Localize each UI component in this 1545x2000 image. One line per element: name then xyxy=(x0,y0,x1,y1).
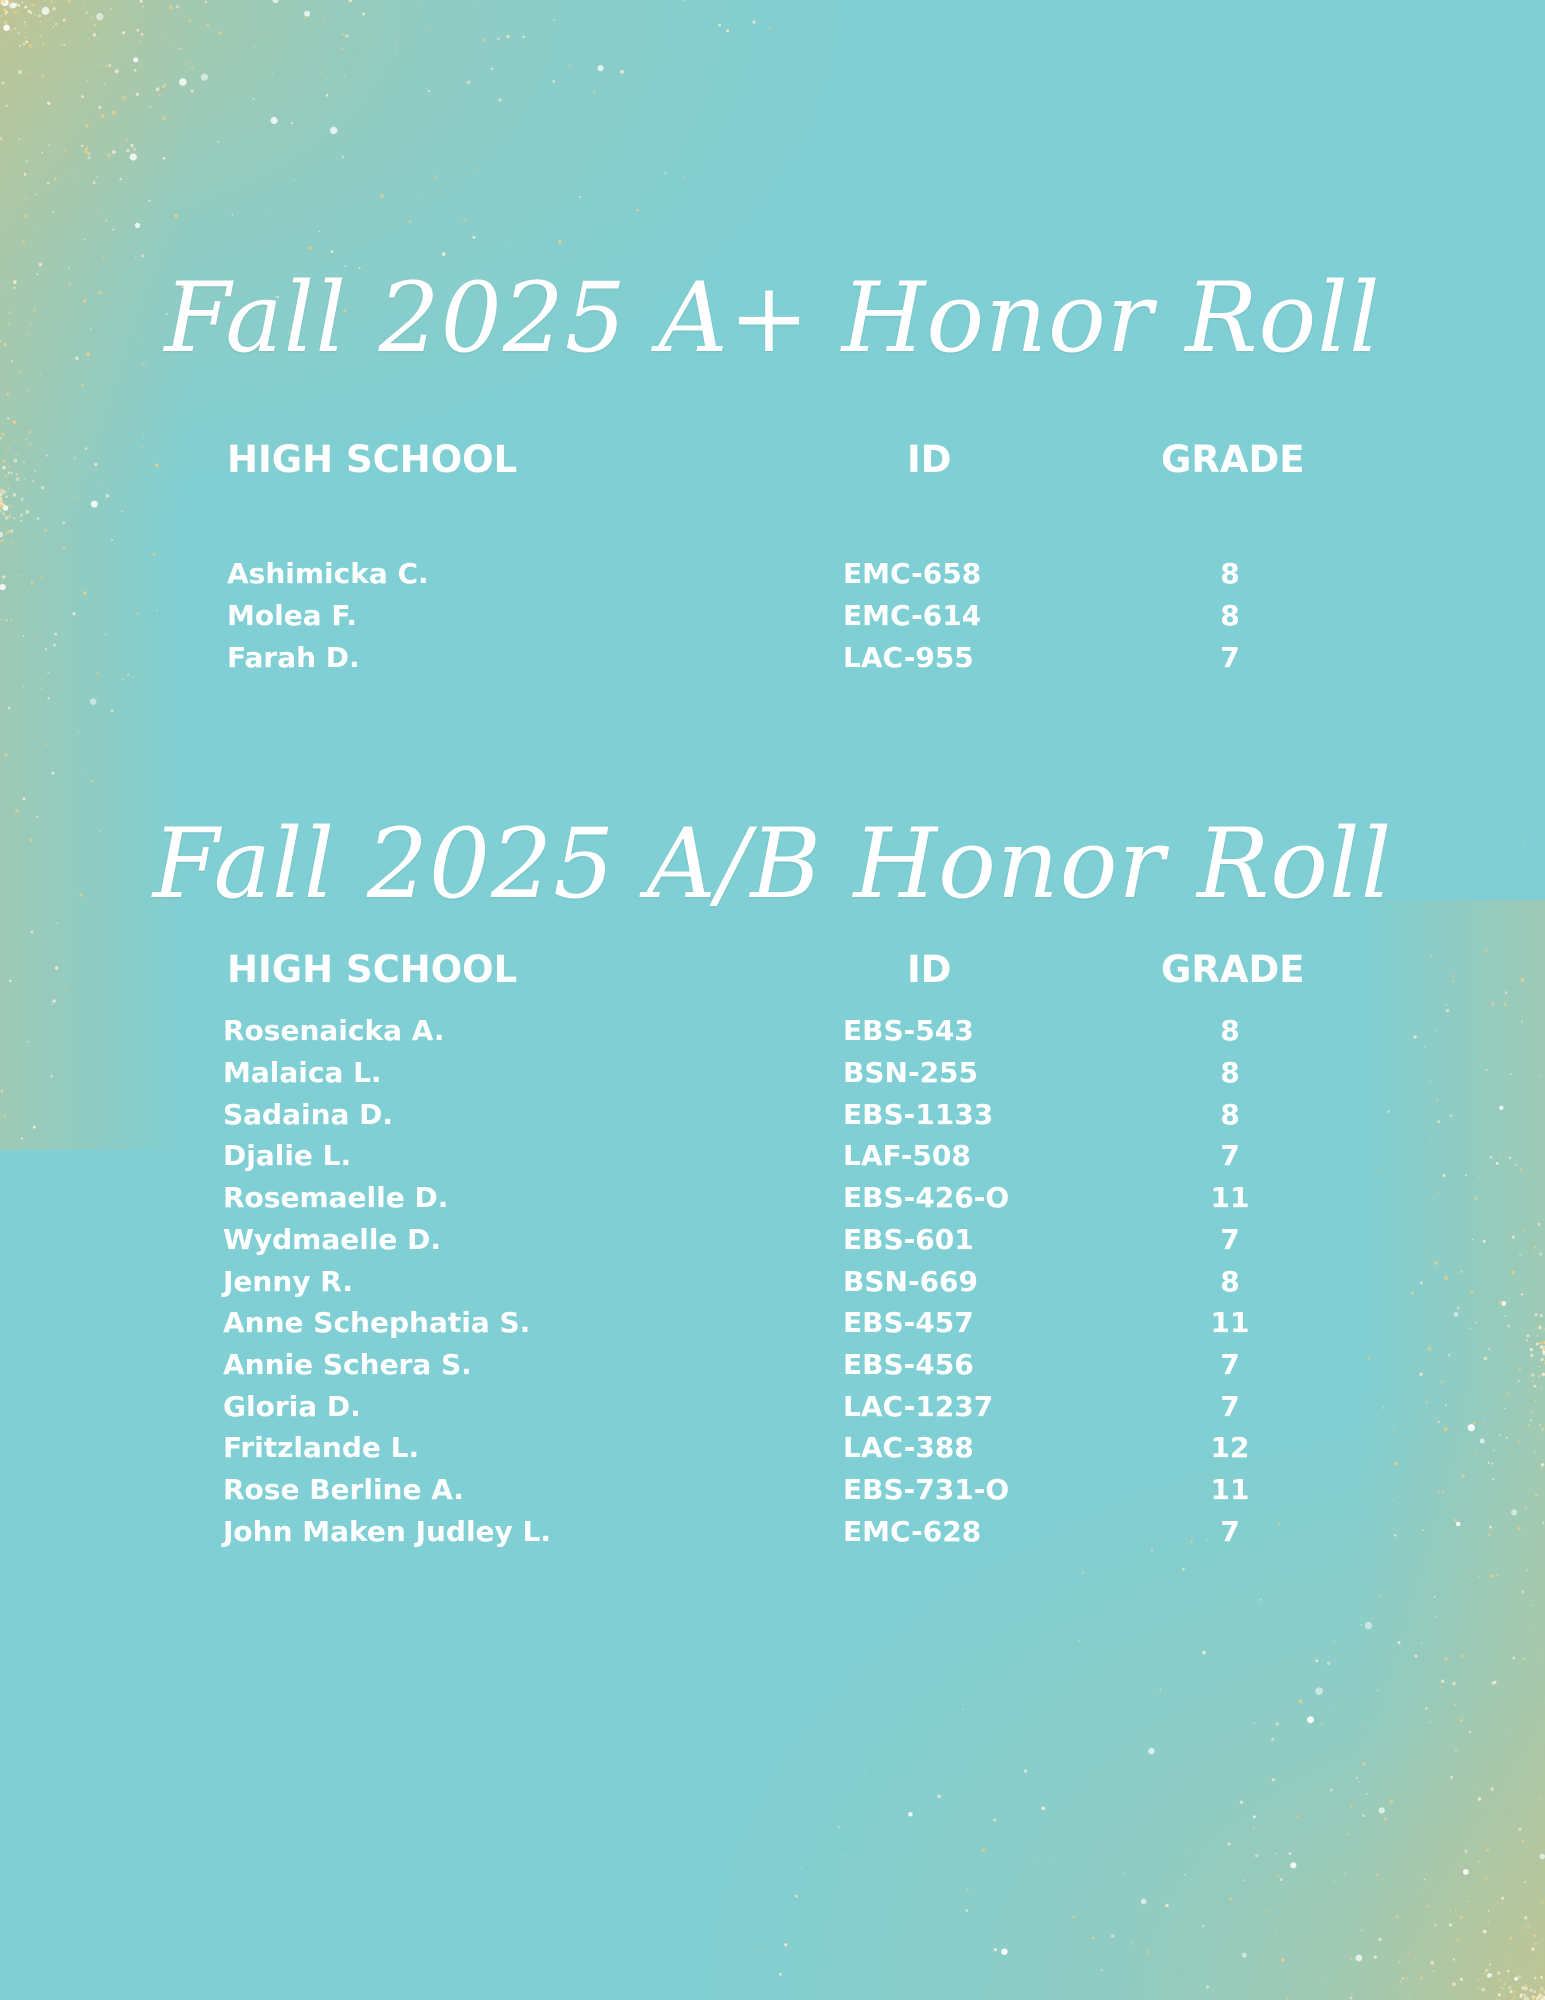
student-name: Anne Schephatia S. xyxy=(223,1306,531,1339)
student-name: Rose Berline A. xyxy=(223,1473,465,1506)
a-b-header-school: HIGH SCHOOL xyxy=(227,948,518,991)
table-row xyxy=(0,1094,1545,1136)
student-name: Fritzlande L. xyxy=(223,1431,420,1464)
student-id: BSN-255 xyxy=(843,1056,979,1089)
student-name: Annie Schera S. xyxy=(223,1348,472,1381)
student-grade: 8 xyxy=(1220,599,1240,632)
student-grade: 7 xyxy=(1220,1348,1240,1381)
table-row xyxy=(0,1344,1545,1386)
student-id: LAC-955 xyxy=(843,641,974,674)
table-row xyxy=(0,1219,1545,1261)
student-id: LAF-508 xyxy=(843,1139,971,1172)
student-grade: 8 xyxy=(1220,1056,1240,1089)
student-name: Farah D. xyxy=(227,641,360,674)
table-row xyxy=(0,637,1545,679)
student-id: EBS-543 xyxy=(843,1014,974,1047)
student-id: EBS-731-O xyxy=(843,1473,1010,1506)
student-id: EBS-456 xyxy=(843,1348,974,1381)
student-grade: 8 xyxy=(1220,1098,1240,1131)
student-id: EBS-426-O xyxy=(843,1181,1010,1214)
student-name: Rosemaelle D. xyxy=(223,1181,449,1214)
student-grade: 7 xyxy=(1220,1390,1240,1423)
student-id: LAC-388 xyxy=(843,1431,974,1464)
student-grade: 11 xyxy=(1210,1181,1250,1214)
a-plus-header-school: HIGH SCHOOL xyxy=(227,438,518,481)
student-id: EMC-658 xyxy=(843,557,982,590)
student-grade: 7 xyxy=(1220,641,1240,674)
a-b-header-grade: GRADE xyxy=(1161,948,1305,991)
student-id: EBS-457 xyxy=(843,1306,974,1339)
student-grade: 7 xyxy=(1220,1223,1240,1256)
student-grade: 11 xyxy=(1210,1473,1250,1506)
student-name: Wydmaelle D. xyxy=(223,1223,442,1256)
table-row xyxy=(0,1177,1545,1219)
a-plus-header-grade: GRADE xyxy=(1161,438,1305,481)
table-row xyxy=(0,1469,1545,1511)
table-row xyxy=(0,1010,1545,1052)
student-id: BSN-669 xyxy=(843,1265,979,1298)
table-row xyxy=(0,1511,1545,1553)
student-id: EBS-601 xyxy=(843,1223,974,1256)
table-row xyxy=(0,1386,1545,1428)
student-grade: 7 xyxy=(1220,1515,1240,1548)
student-name: Jenny R. xyxy=(223,1265,353,1298)
table-row xyxy=(0,1302,1545,1344)
a-plus-honor-roll-title: Fall 2025 A+ Honor Roll xyxy=(164,262,1381,374)
student-name: Molea F. xyxy=(227,599,357,632)
student-name: Malaica L. xyxy=(223,1056,382,1089)
student-id: LAC-1237 xyxy=(843,1390,994,1423)
a-b-header-id: ID xyxy=(907,948,952,991)
table-row xyxy=(0,1135,1545,1177)
table-row xyxy=(0,595,1545,637)
student-grade: 8 xyxy=(1220,557,1240,590)
student-grade: 7 xyxy=(1220,1139,1240,1172)
a-plus-header-id: ID xyxy=(907,438,952,481)
student-name: Rosenaicka A. xyxy=(223,1014,445,1047)
student-name: Sadaina D. xyxy=(223,1098,394,1131)
student-name: Djalie L. xyxy=(223,1139,352,1172)
student-grade: 8 xyxy=(1220,1265,1240,1298)
student-name: John Maken Judley L. xyxy=(223,1515,552,1548)
student-grade: 12 xyxy=(1210,1431,1250,1464)
table-row xyxy=(0,1052,1545,1094)
student-name: Ashimicka C. xyxy=(227,557,429,590)
student-name: Gloria D. xyxy=(223,1390,361,1423)
student-id: EBS-1133 xyxy=(843,1098,994,1131)
student-grade: 8 xyxy=(1220,1014,1240,1047)
student-grade: 11 xyxy=(1210,1306,1250,1339)
table-row xyxy=(0,1427,1545,1469)
a-b-honor-roll-title: Fall 2025 A/B Honor Roll xyxy=(152,808,1393,920)
student-id: EMC-614 xyxy=(843,599,982,632)
student-id: EMC-628 xyxy=(843,1515,982,1548)
table-row xyxy=(0,1261,1545,1303)
table-row xyxy=(0,553,1545,595)
